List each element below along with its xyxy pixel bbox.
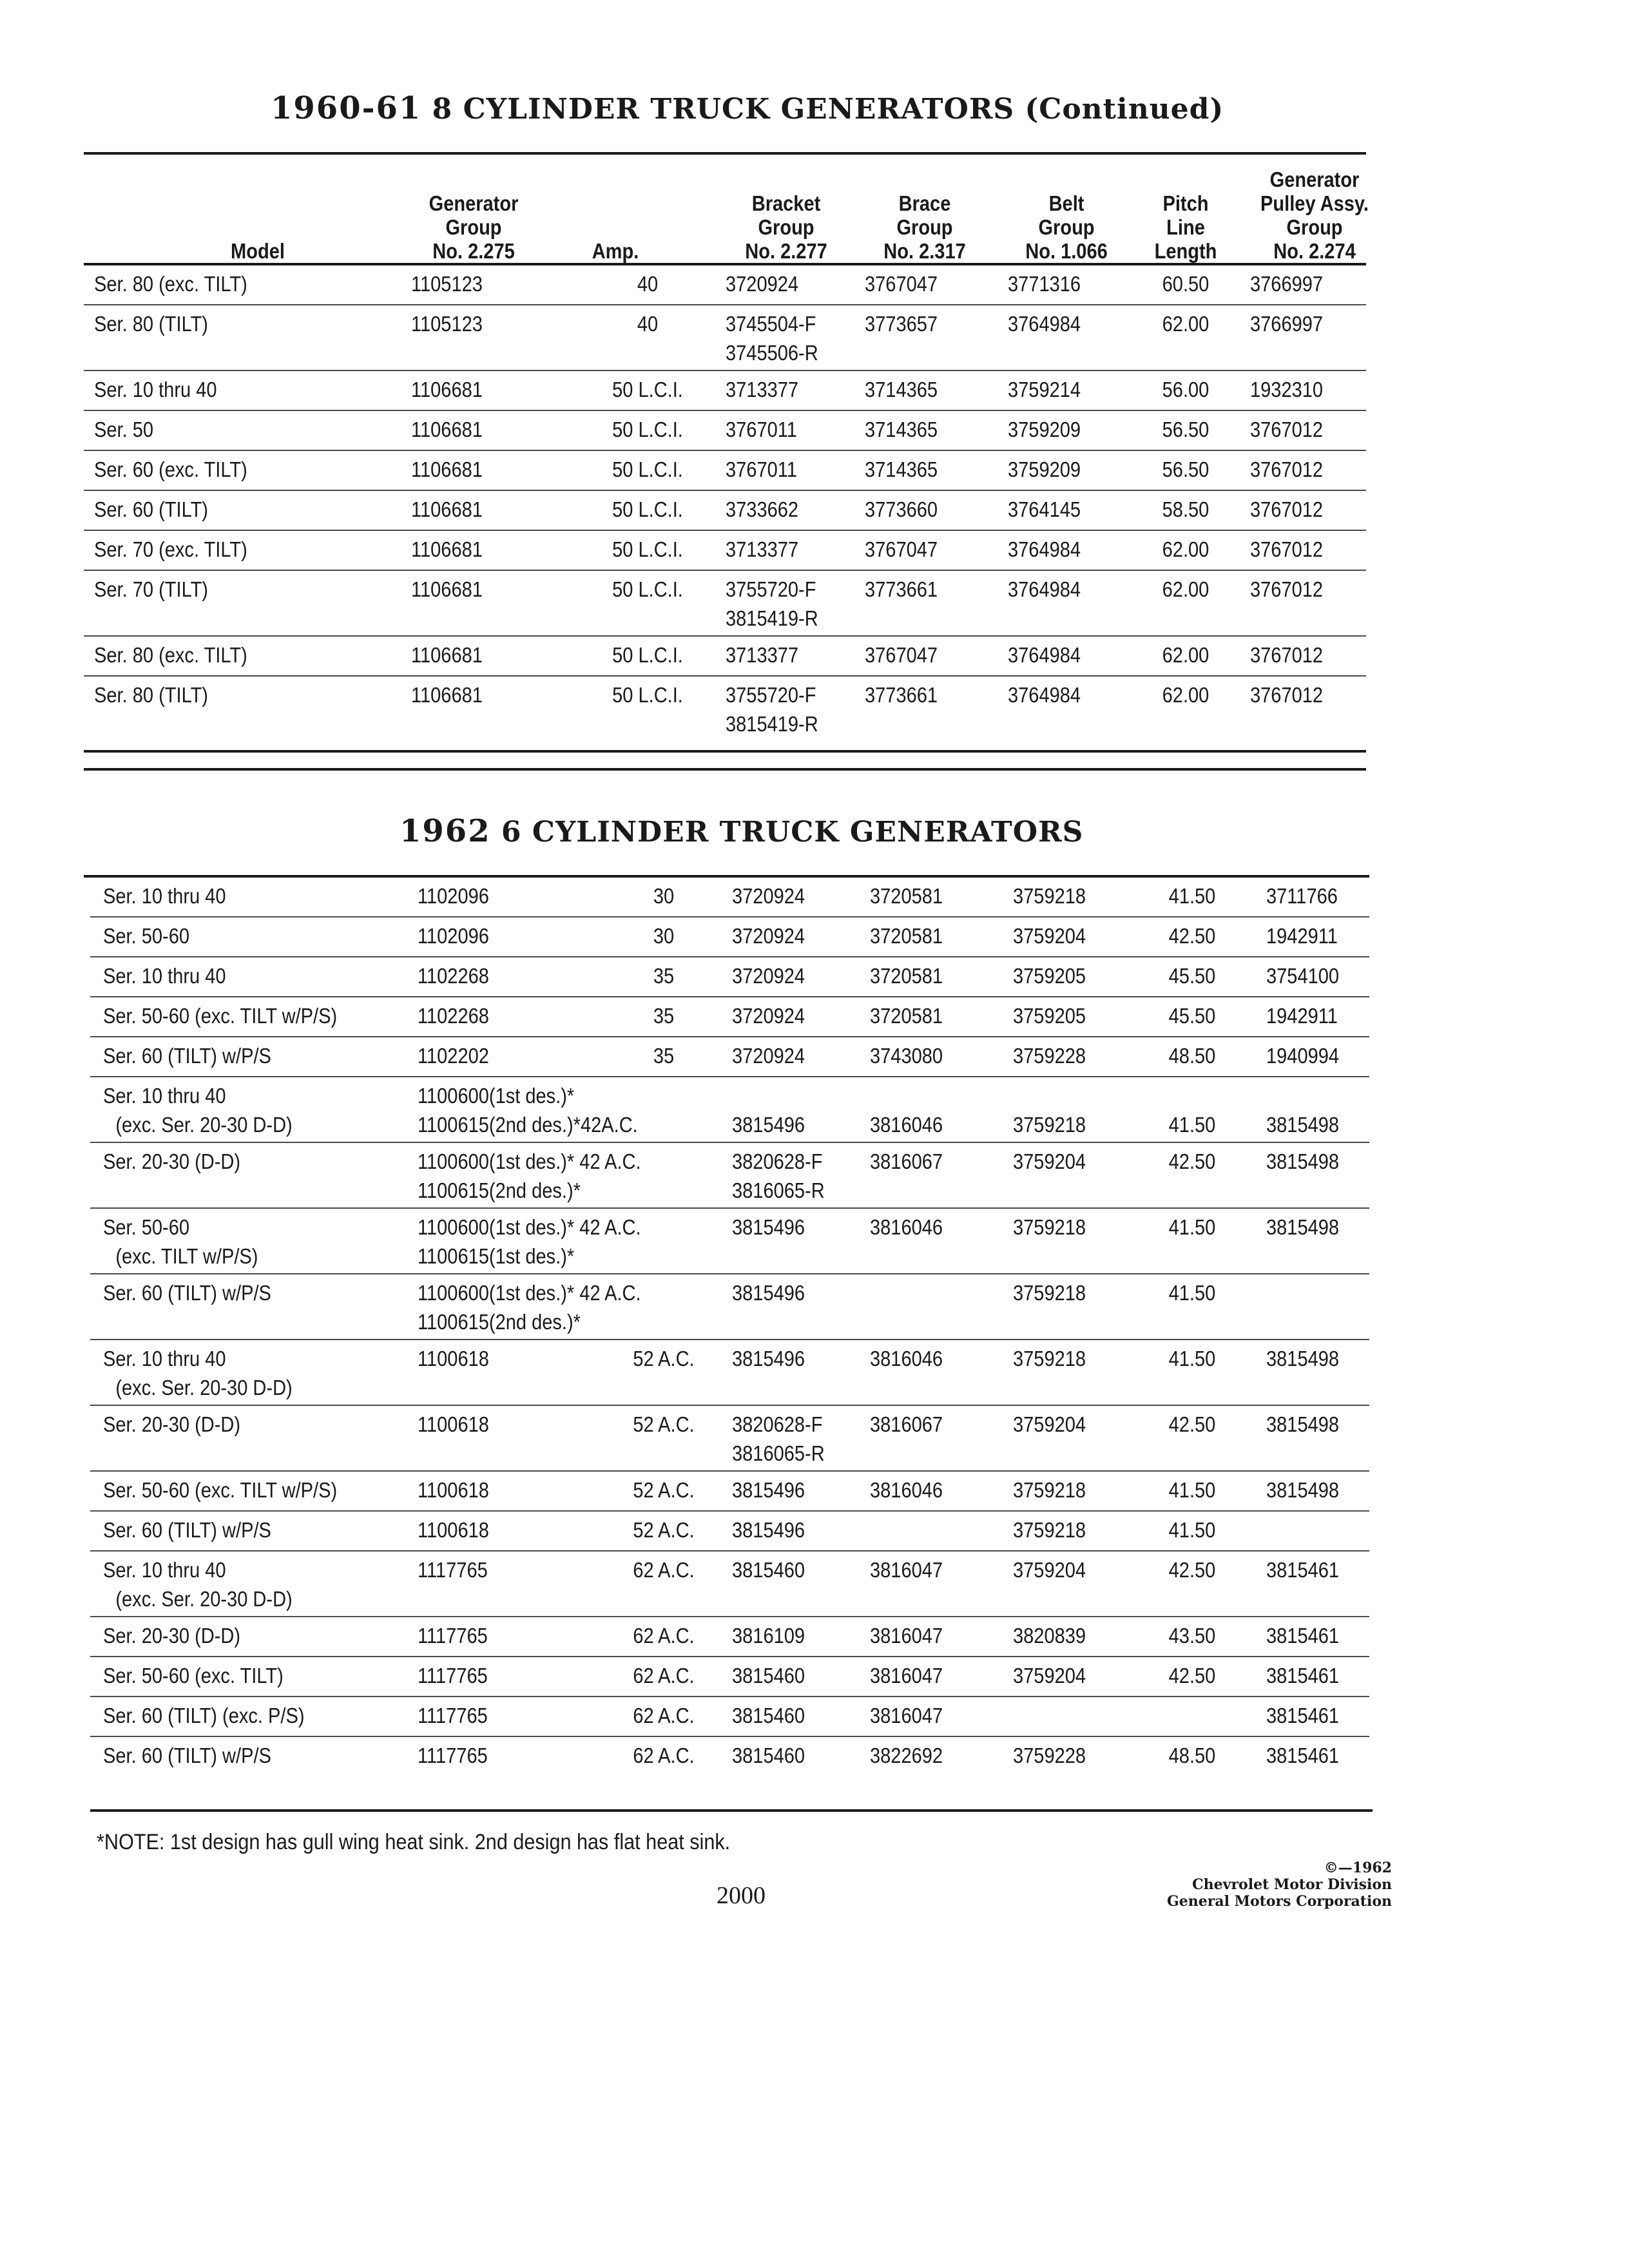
- cell-brace: 3767047: [865, 643, 938, 667]
- table-row: [90, 1340, 1369, 1406]
- table-row: [90, 1406, 1369, 1472]
- cell-bracket: 3755720-F 3815419-R: [726, 577, 818, 630]
- cell-gen: 1102268: [418, 1004, 489, 1028]
- cell-pitch: 42.50: [1168, 1149, 1216, 1173]
- cell-model: Ser. 50: [94, 418, 154, 441]
- cell-gen: 1105123: [411, 312, 483, 336]
- cell-pulley: [1266, 1278, 1271, 1307]
- cell-pulley: 3815461: [1266, 1704, 1340, 1727]
- cell-gen: 1100600(1st des.)* 42 A.C. 1100615(2nd des.)*: [418, 1281, 641, 1334]
- cell-pitch: 41.50: [1168, 1478, 1216, 1502]
- cell-belt: 3759209: [1008, 457, 1081, 481]
- cell-brace: 3767047: [865, 272, 938, 296]
- cell-model: Ser. 80 (TILT): [94, 683, 208, 707]
- cell-amp: [607, 1278, 720, 1307]
- cell-model: Ser. 60 (TILT) (exc. P/S): [103, 1704, 305, 1727]
- cell-gen: 1100600(1st des.)* 1100615(2nd des.)*42A.C.: [418, 1084, 638, 1137]
- cell-bracket: 3720924: [726, 272, 799, 296]
- cell-model: Ser. 60 (TILT) w/P/S: [103, 1744, 271, 1767]
- cell-bracket: 3713377: [726, 378, 799, 401]
- cell-pitch: 62.00: [1162, 643, 1210, 667]
- cell-pitch: 56.50: [1162, 418, 1210, 441]
- cell-belt: [1013, 1701, 1018, 1730]
- cell-amp: 40: [637, 272, 659, 296]
- cell-pulley: 3767012: [1250, 457, 1324, 481]
- cell-pitch: 62.00: [1162, 312, 1210, 336]
- cell-pitch: 42.50: [1168, 1664, 1216, 1687]
- cell-brace: 3714365: [865, 418, 938, 441]
- cell-bracket: 3815460: [732, 1704, 805, 1727]
- cell-amp: 50 L.C.I.: [612, 683, 683, 707]
- cell-pitch: 45.50: [1168, 964, 1216, 988]
- table-row: [90, 1617, 1369, 1657]
- cell-model: Ser. 10 thru 40: [103, 884, 226, 908]
- cell-belt: 3759214: [1008, 378, 1081, 401]
- header-model: Model: [231, 239, 285, 263]
- cell-gen: 1106681: [411, 497, 483, 521]
- cell-pitch: 62.00: [1162, 537, 1210, 561]
- cell-amp: [607, 1081, 720, 1110]
- cell-pitch: [1152, 1701, 1231, 1730]
- table-row: [84, 677, 1366, 741]
- cell-model: Ser. 60 (TILT) w/P/S: [103, 1281, 271, 1305]
- cell-belt: 3759218: [1013, 1113, 1086, 1137]
- table-row: [84, 265, 1366, 305]
- cell-bracket: 3713377: [726, 643, 799, 667]
- cell-brace: 3773657: [865, 312, 938, 336]
- cell-brace: 3720581: [870, 1004, 943, 1028]
- cell-model: Ser. 10 thru 40 (exc. Ser. 20-30 D-D): [103, 1084, 293, 1137]
- cell-pulley: 3711766: [1266, 884, 1338, 908]
- cell-pulley: 3815498: [1266, 1215, 1340, 1239]
- table-row: [90, 1737, 1369, 1776]
- cell-bracket: 3815496: [732, 1518, 805, 1542]
- cell-model: Ser. 70 (TILT): [94, 577, 208, 601]
- table-row: [84, 531, 1366, 571]
- cell-pitch: 45.50: [1168, 1004, 1216, 1028]
- cell-belt: 3764984: [1008, 643, 1081, 667]
- section2-title-text: 6 CYLINDER TRUCK GENERATORS: [501, 816, 1084, 849]
- section2-bottom-rule: [90, 1809, 1373, 1812]
- cell-belt: 3759228: [1013, 1744, 1086, 1767]
- cell-brace: 3816046: [870, 1113, 943, 1137]
- cell-model: Ser. 60 (TILT) w/P/S: [103, 1044, 271, 1068]
- cell-amp: 52 A.C.: [633, 1347, 695, 1370]
- cell-amp: 62 A.C.: [633, 1558, 695, 1582]
- table-row: [90, 957, 1369, 997]
- cell-pitch: 48.50: [1168, 1744, 1216, 1767]
- cell-gen: 1117765: [418, 1624, 488, 1648]
- cell-pitch: 41.50: [1168, 1347, 1216, 1370]
- cell-pulley: 3815461: [1266, 1664, 1340, 1687]
- cell-model: Ser. 10 thru 40: [94, 378, 217, 401]
- cell-pitch: 43.50: [1168, 1624, 1216, 1648]
- cell-pulley: 3815498: [1266, 1113, 1340, 1137]
- cell-gen: 1100618: [418, 1347, 489, 1370]
- cell-amp: 50 L.C.I.: [612, 577, 683, 601]
- table-row: [90, 997, 1369, 1037]
- cell-belt: 3764984: [1008, 537, 1081, 561]
- cell-brace: 3822692: [870, 1744, 943, 1767]
- cell-pulley: 3766997: [1250, 272, 1324, 296]
- cell-pulley: 3767012: [1250, 497, 1324, 521]
- cell-pitch: 41.50: [1168, 1215, 1216, 1239]
- cell-gen: 1102096: [418, 884, 489, 908]
- cell-model: Ser. 20-30 (D-D): [103, 1149, 241, 1173]
- cell-bracket: 3820628-F 3816065-R: [732, 1412, 825, 1465]
- cell-gen: 1102096: [418, 924, 489, 948]
- table-row: [90, 1657, 1369, 1697]
- cell-gen: 1100618: [418, 1518, 489, 1542]
- cell-pitch: 62.00: [1162, 683, 1210, 707]
- cell-gen: 1100618: [418, 1412, 489, 1436]
- cell-bracket: 3767011: [726, 457, 797, 481]
- cell-brace: 3714365: [865, 457, 938, 481]
- cell-brace: 3816046: [870, 1215, 943, 1239]
- table-row: [90, 1552, 1369, 1617]
- cell-bracket: 3815460: [732, 1744, 805, 1767]
- cell-amp: 50 L.C.I.: [612, 497, 683, 521]
- cell-pulley: 3815498: [1266, 1149, 1340, 1173]
- cell-belt: 3820839: [1013, 1624, 1086, 1648]
- cell-pulley: 3815461: [1266, 1624, 1340, 1648]
- cell-model: Ser. 10 thru 40 (exc. Ser. 20-30 D-D): [103, 1347, 293, 1399]
- cell-model: Ser. 10 thru 40: [103, 964, 226, 988]
- cell-amp: 52 A.C.: [633, 1478, 695, 1502]
- cell-amp: 50 L.C.I.: [612, 537, 683, 561]
- table-row: [84, 411, 1366, 451]
- cell-amp: 52 A.C.: [633, 1412, 695, 1436]
- cell-belt: 3759218: [1013, 1281, 1086, 1305]
- section1-title-text: 8 CYLINDER TRUCK GENERATORS (Continued): [432, 93, 1224, 126]
- cell-amp: 35: [653, 964, 675, 988]
- cell-model: Ser. 50-60 (exc. TILT w/P/S): [103, 1215, 258, 1268]
- table-row: [84, 451, 1366, 491]
- cell-belt: 3759228: [1013, 1044, 1086, 1068]
- table-row: [90, 1697, 1369, 1737]
- page-number: 2000: [717, 1882, 766, 1909]
- cell-belt: 3764984: [1008, 683, 1081, 707]
- cell-pulley: 1942911: [1266, 924, 1338, 948]
- cell-pulley: 3767012: [1250, 537, 1324, 561]
- cell-pulley: 3815498: [1266, 1412, 1340, 1436]
- cell-amp: 40: [637, 312, 659, 336]
- header-generator-group: Generator Group No. 2.275: [429, 191, 519, 263]
- cell-amp: 52 A.C.: [633, 1518, 695, 1542]
- cell-gen: 1106681: [411, 643, 483, 667]
- cell-model: Ser. 50-60 (exc. TILT w/P/S): [103, 1004, 338, 1028]
- cell-pitch: 41.50: [1168, 884, 1216, 908]
- cell-model: Ser. 60 (TILT) w/P/S: [103, 1518, 271, 1542]
- section1-title-year: 1960-61: [271, 90, 422, 126]
- cell-brace: 3720581: [870, 884, 943, 908]
- cell-bracket: 3720924: [732, 1004, 805, 1028]
- cell-gen: 1106681: [411, 683, 483, 707]
- header-amp: Amp.: [592, 239, 639, 263]
- cell-amp: 62 A.C.: [633, 1624, 695, 1648]
- cell-amp: 62 A.C.: [633, 1664, 695, 1687]
- table-row: [90, 878, 1369, 918]
- table-row: [84, 371, 1366, 411]
- section2-title: [400, 813, 1083, 849]
- cell-belt: 3771316: [1008, 272, 1081, 296]
- cell-gen: 1106681: [411, 378, 483, 401]
- cell-amp: 30: [653, 884, 675, 908]
- cell-model: Ser. 60 (exc. TILT): [94, 457, 247, 481]
- cell-belt: 3764145: [1008, 497, 1081, 521]
- cell-model: Ser. 10 thru 40 (exc. Ser. 20-30 D-D): [103, 1558, 293, 1611]
- cell-bracket: 3767011: [726, 418, 797, 441]
- cell-belt: 3759218: [1013, 1347, 1086, 1370]
- cell-model: Ser. 50-60 (exc. TILT): [103, 1664, 284, 1687]
- section1-title: [271, 90, 1224, 126]
- cell-amp: 50 L.C.I.: [612, 643, 683, 667]
- cell-bracket: 3720924: [732, 884, 805, 908]
- cell-gen: 1106681: [411, 418, 483, 441]
- cell-pulley: 3767012: [1250, 577, 1324, 601]
- copyright-division: Chevrolet Motor Division: [1192, 1876, 1392, 1893]
- cell-pulley: 3767012: [1250, 683, 1324, 707]
- cell-brace: 3773661: [865, 683, 938, 707]
- cell-model: Ser. 50-60: [103, 924, 190, 948]
- cell-pitch: 42.50: [1168, 1558, 1216, 1582]
- cell-pulley: 3767012: [1250, 418, 1324, 441]
- cell-bracket: 3720924: [732, 964, 805, 988]
- cell-brace: [870, 1278, 875, 1307]
- cell-brace: 3743080: [870, 1044, 943, 1068]
- cell-bracket: 3816109: [732, 1624, 805, 1648]
- cell-model: Ser. 80 (exc. TILT): [94, 643, 247, 667]
- cell-belt: 3759204: [1013, 1149, 1086, 1173]
- cell-belt: 3759218: [1013, 1518, 1086, 1542]
- cell-brace: 3816067: [870, 1149, 943, 1173]
- cell-pitch: 56.00: [1162, 378, 1210, 401]
- section1-table: [84, 265, 1366, 741]
- cell-pulley: 3767012: [1250, 643, 1324, 667]
- cell-gen: 1106681: [411, 577, 483, 601]
- cell-pulley: 1932310: [1250, 378, 1324, 401]
- cell-gen: 1117765: [418, 1664, 488, 1687]
- cell-bracket: 3815460: [732, 1664, 805, 1687]
- cell-pitch: 42.50: [1168, 924, 1216, 948]
- cell-model: Ser. 70 (exc. TILT): [94, 537, 247, 561]
- cell-brace: 3714365: [865, 378, 938, 401]
- footnote: *NOTE: 1st design has gull wing heat sink. 2nd design has flat heat sink.: [97, 1830, 731, 1854]
- cell-gen: 1105123: [411, 272, 483, 296]
- cell-pulley: 3754100: [1266, 964, 1340, 988]
- cell-gen: 1117765: [418, 1704, 488, 1727]
- cell-amp: [607, 1147, 720, 1176]
- cell-gen: 1102268: [418, 964, 489, 988]
- cell-belt: 3759204: [1013, 1412, 1086, 1436]
- cell-bracket: 3815496: [732, 1347, 805, 1370]
- cell-belt: 3759204: [1013, 924, 1086, 948]
- cell-model: Ser. 80 (TILT): [94, 312, 208, 336]
- table-row: [90, 1209, 1369, 1274]
- cell-bracket: 3733662: [726, 497, 799, 521]
- cell-gen: 1106681: [411, 457, 483, 481]
- section2-table: [90, 878, 1369, 1776]
- table-row: [84, 571, 1366, 637]
- cell-model: Ser. 80 (exc. TILT): [94, 272, 247, 296]
- copyright-block: [1167, 1860, 1392, 1910]
- header-pulley-group: Generator Pulley Assy. Group No. 2.274: [1260, 168, 1369, 263]
- cell-bracket: 3815496: [732, 1478, 805, 1502]
- header-bracket-group: Bracket Group No. 2.277: [745, 191, 827, 263]
- cell-bracket: 3815496: [732, 1113, 805, 1137]
- cell-belt: 3759204: [1013, 1664, 1086, 1687]
- cell-gen: 1100600(1st des.)* 42 A.C. 1100615(2nd des.)*: [418, 1149, 641, 1202]
- section1-header: [84, 147, 1369, 263]
- cell-belt: 3759205: [1013, 1004, 1086, 1028]
- cell-bracket: 3720924: [732, 1044, 805, 1068]
- cell-pulley: [1266, 1515, 1271, 1544]
- cell-brace: 3816047: [870, 1704, 943, 1727]
- cell-pulley: 3815461: [1266, 1558, 1340, 1582]
- cell-brace: 3816047: [870, 1624, 943, 1648]
- table-row: [84, 305, 1366, 371]
- table-row: [90, 1472, 1369, 1512]
- cell-gen: 1117765: [418, 1744, 488, 1767]
- table-row: [90, 1037, 1369, 1077]
- cell-model: Ser. 60 (TILT): [94, 497, 208, 521]
- cell-bracket: 3720924: [732, 924, 805, 948]
- cell-brace: 3773661: [865, 577, 938, 601]
- section1-end-rule: [84, 768, 1366, 771]
- header-brace-group: Brace Group No. 2.317: [883, 191, 966, 263]
- cell-pitch: 41.50: [1168, 1518, 1216, 1542]
- cell-model: Ser. 50-60 (exc. TILT w/P/S): [103, 1478, 338, 1502]
- cell-belt: 3759205: [1013, 964, 1086, 988]
- cell-amp: 62 A.C.: [633, 1704, 695, 1727]
- table-row: [90, 1077, 1369, 1143]
- cell-bracket: 3713377: [726, 537, 799, 561]
- header-pitch-line-length: Pitch Line Length: [1154, 191, 1217, 263]
- cell-amp: 50 L.C.I.: [612, 378, 683, 401]
- cell-belt: 3759209: [1008, 418, 1081, 441]
- cell-amp: 50 L.C.I.: [612, 418, 683, 441]
- cell-brace: 3816047: [870, 1664, 943, 1687]
- copyright-year: ©—1962: [1324, 1860, 1392, 1876]
- section1-bottom-rule: [84, 750, 1366, 753]
- cell-gen: 1100600(1st des.)* 42 A.C. 1100615(1st des.)*: [418, 1215, 641, 1268]
- cell-belt: 3764984: [1008, 312, 1081, 336]
- table-row: [90, 1143, 1369, 1209]
- cell-pitch: 42.50: [1168, 1412, 1216, 1436]
- cell-pulley: 3815461: [1266, 1744, 1340, 1767]
- cell-gen: 1117765: [418, 1558, 488, 1582]
- cell-brace: 3816047: [870, 1558, 943, 1582]
- cell-brace: 3767047: [865, 537, 938, 561]
- cell-bracket: 3745504-F 3745506-R: [726, 312, 818, 365]
- cell-pitch: 41.50: [1168, 1281, 1216, 1305]
- cell-amp: 62 A.C.: [633, 1744, 695, 1767]
- cell-pulley: 3815498: [1266, 1347, 1340, 1370]
- cell-bracket: 3755720-F 3815419-R: [726, 683, 818, 736]
- cell-pitch: 41.50: [1168, 1113, 1216, 1137]
- cell-pitch: 48.50: [1168, 1044, 1216, 1068]
- cell-pulley: 3815498: [1266, 1478, 1340, 1502]
- cell-bracket: 3815460: [732, 1558, 805, 1582]
- cell-pulley: 1942911: [1266, 1004, 1338, 1028]
- cell-pulley: 1940994: [1266, 1044, 1340, 1068]
- cell-bracket: 3815496: [732, 1281, 805, 1305]
- cell-belt: 3759218: [1013, 884, 1086, 908]
- cell-brace: 3720581: [870, 964, 943, 988]
- table-row: [84, 637, 1366, 677]
- cell-model: Ser. 20-30 (D-D): [103, 1624, 241, 1648]
- cell-amp: 50 L.C.I.: [612, 457, 683, 481]
- cell-pitch: 56.50: [1162, 457, 1210, 481]
- cell-bracket: 3815496: [732, 1215, 805, 1239]
- cell-brace: 3720581: [870, 924, 943, 948]
- copyright-corporation: General Motors Corporation: [1166, 1893, 1392, 1910]
- cell-gen: 1106681: [411, 537, 483, 561]
- cell-brace: 3816067: [870, 1412, 943, 1436]
- cell-belt: 3759218: [1013, 1215, 1086, 1239]
- table-row: [90, 918, 1369, 957]
- cell-amp: 30: [653, 924, 675, 948]
- cell-amp: 35: [653, 1004, 675, 1028]
- cell-brace: 3773660: [865, 497, 938, 521]
- cell-bracket: 3820628-F 3816065-R: [732, 1149, 825, 1202]
- table-row: [90, 1512, 1369, 1552]
- cell-pulley: 3766997: [1250, 312, 1324, 336]
- cell-pitch: 60.50: [1162, 272, 1210, 296]
- cell-brace: 3816046: [870, 1478, 943, 1502]
- cell-belt: 3764984: [1008, 577, 1081, 601]
- cell-pitch: 58.50: [1162, 497, 1210, 521]
- cell-pitch: 62.00: [1162, 577, 1210, 601]
- cell-model: Ser. 20-30 (D-D): [103, 1412, 241, 1436]
- table-row: [84, 491, 1366, 531]
- cell-belt: 3759218: [1013, 1478, 1086, 1502]
- cell-gen: 1100618: [418, 1478, 489, 1502]
- cell-amp: [607, 1213, 720, 1242]
- header-belt-group: Belt Group No. 1.066: [1025, 191, 1108, 263]
- cell-brace: [870, 1515, 875, 1544]
- cell-gen: 1102202: [418, 1044, 489, 1068]
- cell-belt: 3759204: [1013, 1558, 1086, 1582]
- cell-brace: 3816046: [870, 1347, 943, 1370]
- cell-amp: 35: [653, 1044, 675, 1068]
- section2-title-year: 1962: [400, 813, 491, 849]
- table-row: [90, 1274, 1369, 1340]
